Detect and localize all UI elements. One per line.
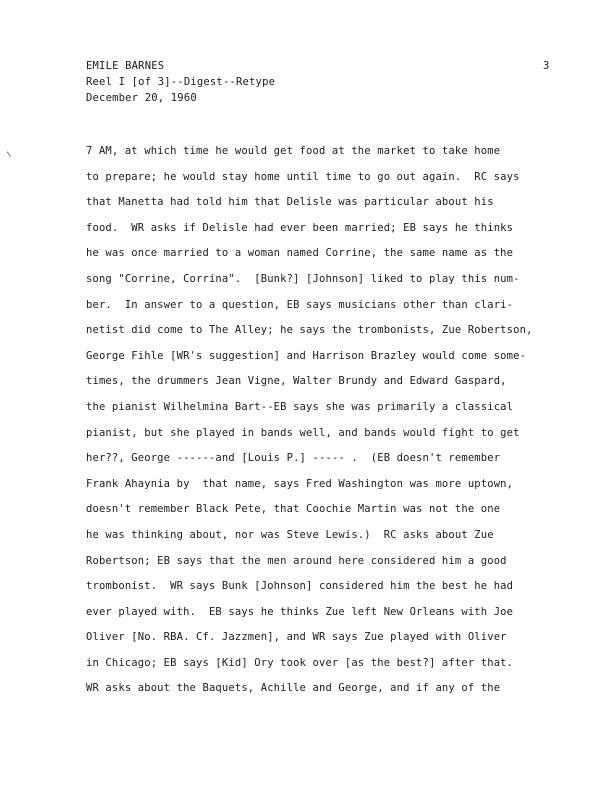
text-line: food. WR asks if Delisle had ever been married; EB says he thinks [86, 221, 514, 234]
text-line: netist did come to The Alley; he says the trombonists, Zue Robertson, [86, 324, 533, 337]
interview-date: December 20, 1960 [86, 92, 197, 104]
text-line: he was thinking about, nor was Steve Lewis.) RC asks about Zue [86, 528, 494, 541]
body-text [86, 142, 586, 705]
page-number: 3 [543, 60, 550, 72]
text-line: ber. In answer to a question, EB says musicians other than clari- [86, 298, 514, 311]
text-line: George Fihle [WR's suggestion] and Harrison Brazley would come some- [86, 349, 527, 362]
text-line: doesn't remember Black Pete, that Coochie Martin was not the one [86, 503, 501, 516]
text-line: to prepare; he would stay home until time to go out again. RC says [86, 170, 520, 183]
interviewee-name: EMILE BARNES [86, 60, 165, 72]
text-line: WR asks about the Baquets, Achille and George, and if any of the [86, 682, 501, 695]
text-line: Robertson; EB says that the men around here considered him a good [86, 554, 507, 567]
text-line: the pianist Wilhelmina Bart--EB says she was primarily a classical [86, 400, 514, 413]
text-line: song "Corrine, Corrina". [Bunk?] [Johnson] liked to play this num- [86, 272, 520, 285]
text-line: in Chicago; EB says [Kid] Ory took over [as the best?] after that. [86, 656, 514, 669]
text-line: ever played with. EB says he thinks Zue left New Orleans with Joe [86, 605, 514, 618]
text-line: times, the drummers Jean Vigne, Walter Brundy and Edward Gaspard, [86, 375, 507, 388]
text-line: her??, George ------and [Louis P.] ----- . (EB doesn't remember [86, 452, 501, 465]
margin-mark [7, 149, 15, 157]
text-line: he was once married to a woman named Corrine, the same name as the [86, 247, 514, 260]
text-line: trombonist. WR says Bunk [Johnson] considered him the best he had [86, 580, 514, 593]
document-header [86, 58, 275, 106]
text-line: 7 AM, at which time he would get food at the market to take home [86, 145, 501, 157]
text-line: Frank Ahaynia by that name, says Fred Washington was more uptown, [86, 477, 514, 490]
reel-info: Reel I [of 3]--Digest--Retype [86, 76, 276, 88]
text-line: that Manetta had told him that Delisle was particular about his [86, 196, 494, 209]
text-line: Oliver [No. RBA. Cf. Jazzmen], and WR says Zue played with Oliver [86, 631, 507, 644]
text-line: pianist, but she played in bands well, and bands would fight to get [86, 426, 520, 439]
